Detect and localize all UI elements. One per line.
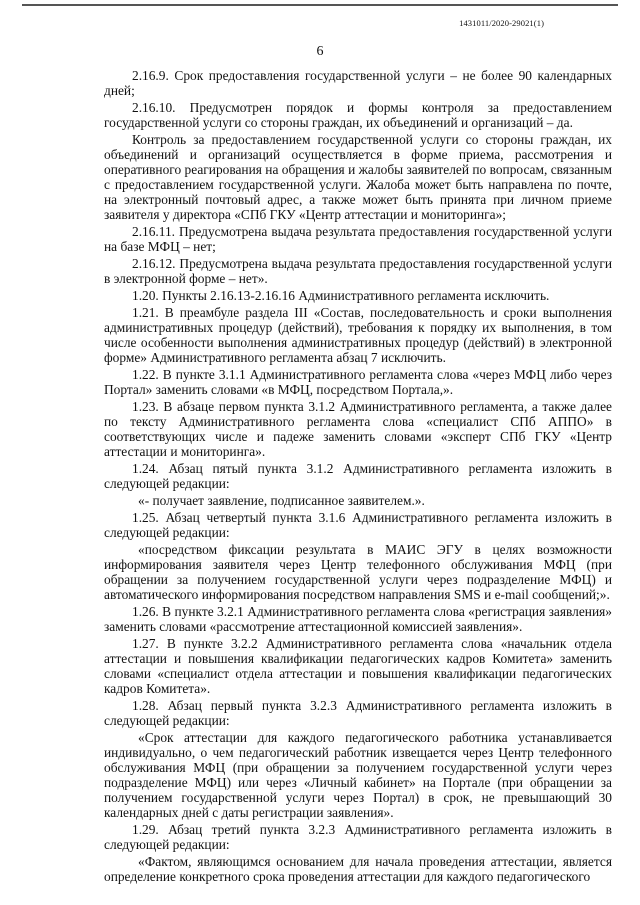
top-rule bbox=[22, 4, 618, 6]
paragraph-1-27: 1.27. В пункте 3.2.2 Административного регламента слова «начальник отдела аттестации и повышения квалификации педагогических кадров Комитета» заменить словами «специалист отдела аттестации и повышения квалификации педагогических кадров Комитета». bbox=[104, 636, 612, 696]
document-body bbox=[104, 68, 612, 886]
paragraph-1-24-quote: «- получает заявление, подписанное заявителем.». bbox=[138, 493, 425, 508]
paragraph-1-26: 1.26. В пункте 3.2.1 Административного регламента слова «регистрация заявления» заменить словами «рассмотрение аттестационной комиссией заявления». bbox=[104, 604, 612, 634]
paragraph-2-16-10: 2.16.10. Предусмотрен порядок и формы контроля за предоставлением государственной услуги со стороны граждан, их объединений и организаций – да. bbox=[104, 100, 612, 130]
paragraph-1-28-quote: «Срок аттестации для каждого педагогического работника устанавливается индивидуально, о чем педагогический работник извещается через Центр телефонного обслуживания МФЦ (при обращении за получением государственной услуги через подразделение МФЦ) или через «Личный кабинет» на Портале (при обращении за получением государственной услуги через Портал) в срок, не превышающий 30 календарных дней с даты регистрации заявления». bbox=[104, 730, 612, 820]
paragraph-1-22: 1.22. В пункте 3.1.1 Административного регламента слова «через МФЦ либо через Портал» заменить словами «в МФЦ, посредством Портала,». bbox=[104, 367, 612, 397]
paragraph-1-21: 1.21. В преамбуле раздела III «Состав, последовательность и сроки выполнения административных процедур (действий), требования к порядку их выполнения, в том числе особенности выполнения административных процедур (действий) в электронной форме» Административного регламента абзац 7 исключить. bbox=[104, 305, 612, 365]
document-number: 1431011/2020-29021(1) bbox=[459, 18, 544, 28]
paragraph-2-16-9: 2.16.9. Срок предоставления государственной услуги – не более 90 календарных дней; bbox=[104, 68, 612, 98]
paragraph-1-25-quote: «посредством фиксации результата в МАИС ЭГУ в целях возможности информирования заявителя через Центр телефонного обслуживания МФЦ (при обращении за получением государственной услуги через подразделение МФЦ) и автоматического информирования посредством направления SMS и e-mail сообщений;». bbox=[104, 542, 612, 602]
paragraph-2-16-11: 2.16.11. Предусмотрена выдача результата предоставления государственной услуги на базе МФЦ – нет; bbox=[104, 224, 612, 254]
paragraph-1-20: 1.20. Пункты 2.16.13-2.16.16 Административного регламента исключить. bbox=[132, 288, 550, 303]
page-number: 6 bbox=[316, 44, 324, 59]
paragraph-2-16-12: 2.16.12. Предусмотрена выдача результата предоставления государственной услуги в электронной форме – нет». bbox=[104, 256, 612, 286]
paragraph-1-29: 1.29. Абзац третий пункта 3.2.3 Административного регламента изложить в следующей редакции: bbox=[104, 822, 612, 852]
paragraph-1-28: 1.28. Абзац первый пункта 3.2.3 Административного регламента изложить в следующей редакции: bbox=[104, 698, 612, 728]
paragraph-1-23: 1.23. В абзаце первом пункта 3.1.2 Административного регламента, а также далее по тексту Административного регламента слова «специалист СПб АППО» в соответствующих числе и падеже заменить словами «эксперт СПб ГКУ «Центр аттестации и мониторинга». bbox=[104, 399, 612, 459]
paragraph-1-24: 1.24. Абзац пятый пункта 3.1.2 Административного регламента изложить в следующей редакции: bbox=[104, 461, 612, 491]
paragraph-1-29-quote: «Фактом, являющимся основанием для начала проведения аттестации, является определение конкретного срока проведения аттестации для каждого педагогического bbox=[104, 854, 612, 884]
paragraph-1-25: 1.25. Абзац четвертый пункта 3.1.6 Административного регламента изложить в следующей редакции: bbox=[104, 510, 612, 540]
paragraph-control: Контроль за предоставлением государственной услуги со стороны граждан, их объединений и организаций осуществляется в форме приема, рассмотрения и оперативного реагирования на обращения и жалобы заявителей по вопросам, связанным с предоставлением государственной услуги. Жалоба может быть направлена по почте, на электронный почтовый адрес, а также может быть принята при личном приеме заявителя у директора «СПб ГКУ «Центр аттестации и мониторинга»; bbox=[104, 132, 612, 222]
